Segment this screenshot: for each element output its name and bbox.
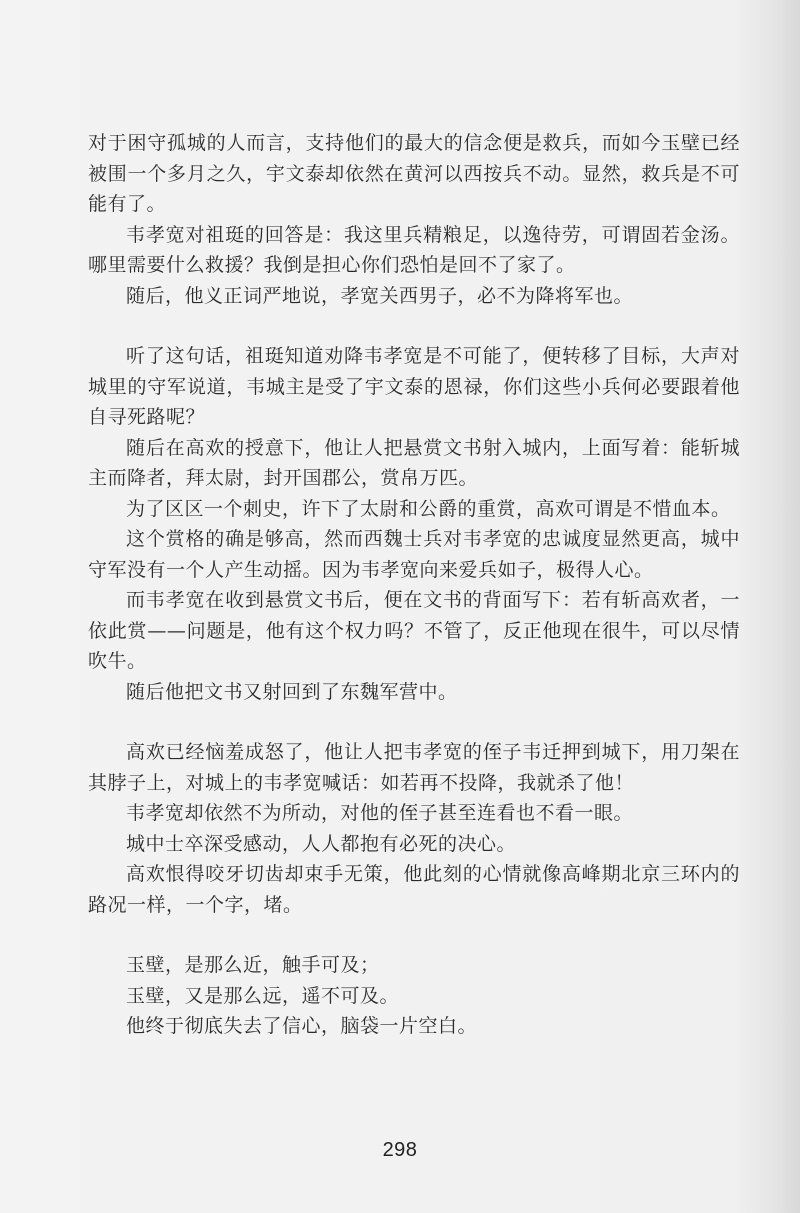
paragraph: 听了这句话，祖珽知道劝降韦孝宽是不可能了，便转移了目标，大声对城里的守军说道，韦城主是受了宇文泰的恩禄，你们这些小兵何必要跟着他自寻死路呢？ [88, 345, 740, 428]
paragraph: 为了区区一个刺史，许下了太尉和公爵的重赏，高欢可谓是不惜血本。 [126, 497, 731, 520]
paragraph: 玉壁，是那么近，触手可及； [126, 954, 380, 976]
paragraph: 他终于彻底失去了信心，脑袋一片空白。 [126, 1015, 478, 1037]
paragraph: 韦孝宽对祖珽的回答是：我这里兵精粮足，以逸待劳，可谓固若金汤。哪里需要什么救援？我倒是担心你们恐怕是回不了家了。 [88, 223, 740, 276]
paragraph: 随后，他义正词严地说，孝宽关西男子，必不为降将军也。 [126, 284, 634, 307]
page-number: 298 [382, 1139, 418, 1161]
paragraph: 随后他把文书又射回到了东魏军营中。 [126, 680, 458, 703]
paragraph: 韦孝宽却依然不为所动，对他的侄子甚至连看也不看一眼。 [126, 802, 634, 824]
paragraph: 而韦孝宽在收到悬赏文书后，便在文书的背面写下：若有斩高欢者，一依此赏——问题是，他有这个权力吗？不管了，反正他现在很牛，可以尽情吹牛。 [88, 589, 740, 672]
section-break [88, 707, 740, 737]
paragraph: 对于困守孤城的人而言，支持他们的最大的信念便是救兵，而如今玉壁已经被围一个多月之久，宇文泰却依然在黄河以西按兵不动。显然，救兵是不可能有了。 [88, 132, 740, 215]
paragraph: 随后在高欢的授意下，他让人把悬赏文书射入城内，上面写着：能斩城主而降者，拜太尉，封开国郡公，赏帛万匹。 [88, 436, 740, 489]
paragraph: 城中士卒深受感动，人人都抱有必死的决心。 [126, 832, 517, 855]
section-break [88, 311, 740, 341]
page-body [88, 128, 740, 1042]
paragraph: 这个赏格的确是够高，然而西魏士兵对韦孝宽的忠诚度显然更高，城中守军没有一个人产生动摇。因为韦孝宽向来爱兵如子，极得人心。 [88, 528, 740, 581]
section-break [88, 920, 740, 950]
paragraph: 高欢恨得咬牙切齿却束手无策，他此刻的心情就像高峰期北京三环内的路况一样，一个字，堵。 [88, 863, 740, 916]
paragraph: 高欢已经恼羞成怒了，他让人把韦孝宽的侄子韦迁押到城下，用刀架在其脖子上，对城上的韦孝宽喊话：如若再不投降，我就杀了他！ [88, 741, 740, 794]
paragraph: 玉壁，又是那么远，遥不可及。 [126, 984, 400, 1007]
